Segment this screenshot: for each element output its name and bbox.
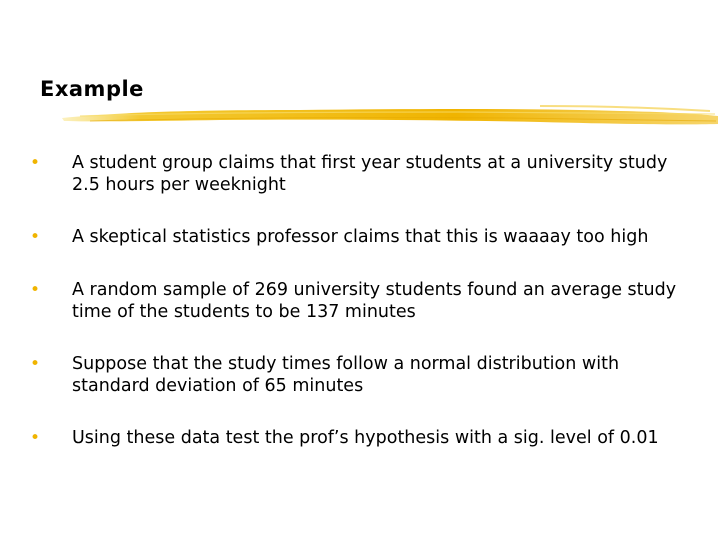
- bullet-item: [28, 226, 648, 248]
- bullet-item: [28, 279, 698, 323]
- bullet-item: [28, 427, 659, 449]
- bullet-text: A skeptical statistics professor claims that this is waaaay too high: [72, 227, 649, 247]
- title-underline-brushstroke: [60, 100, 720, 134]
- bullet-text: A random sample of 269 university students found an average study time of the students to be 137 minutes: [72, 280, 677, 322]
- bullet-text: Suppose that the study times follow a normal distribution with standard deviation of 65 minutes: [72, 354, 620, 396]
- bullet-dot-icon: •: [30, 354, 41, 374]
- slide-title: Example: [40, 77, 144, 101]
- bullet-dot-icon: •: [30, 153, 41, 173]
- bullet-text: Using these data test the prof’s hypothesis with a sig. level of 0.01: [72, 428, 659, 448]
- bullet-dot-icon: •: [30, 227, 41, 247]
- bullet-dot-icon: •: [30, 280, 41, 300]
- bullet-text: A student group claims that first year students at a university study 2.5 hours per weeknight: [72, 153, 668, 195]
- bullet-item: [28, 152, 698, 196]
- bullet-item: [28, 353, 698, 397]
- bullet-dot-icon: •: [30, 428, 41, 448]
